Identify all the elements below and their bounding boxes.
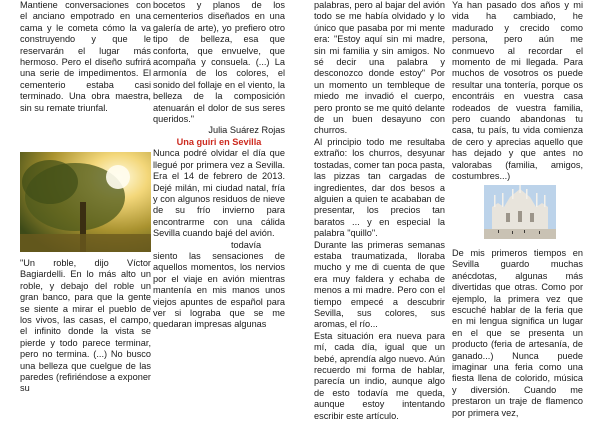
column-1 — [20, 0, 151, 114]
col4-paragraph-1: Ya han pasado dos años y mi vida ha cambiado, he madurado y crecido como persona, pero aún me conmuevo al recordar el momento de mi llegada. Para muchos de vosotros os puede resultar una tontería, porque os encontráis en vuestra casa rodeados de vuestra familia, pero cuando abandonas tu casa, tu país, tu vida comienza de cero y aprecias aquello que has dejado y que antes no valorabas (familia, amigos, costumbres...) — [452, 0, 583, 182]
col3-paragraph-1: palabras, pero al bajar del avión todo se me había olvidado y lo único que pasaba por mi mente era: "Estoy aquí sin mi madre, sin mi familia y sin amigos. No sé decir una palabra y desconozco donde estoy" Por un momento un tembleque de miedo me invadió el cuerpo, pero pronto se me quitó delante de un buen desayuno con churros. — [314, 0, 445, 136]
column-4-lower — [452, 248, 583, 419]
col3-paragraph-4: Esta situación era nueva para mí, cada día, igual que un bebé, aprendía algo nuevo. Aún recuerdo mi forma de hablar, parecía un indio, aunque algo de esto todavía me queda, aunque estoy intentando escribir este artículo. — [314, 330, 445, 421]
col3-paragraph-3: Durante las primeras semanas estaba traumatizada, lloraba mucho y me di cuenta de que era muy faldera y echaba de menos a mi madre. Pero con el tiempo empecé a descubrir Sevilla, sus colores, sus aromas, el río... — [314, 239, 445, 330]
col2-body: Nunca podré olvidar el día que llegué por primera vez a Sevilla. Era el 14 de febrero de 2013. Dejé milán, mi ciudad natal, fría y con algunos residuos de nieve de su frío invierno para encontrarme con una cálida Sevilla cuando bajé del avión. — [153, 148, 285, 239]
column-4 — [452, 0, 583, 183]
column-2 — [153, 0, 285, 331]
column-1-lower — [20, 258, 151, 395]
col2-body-2: todavía siento las sensaciones de aquellos momentos, los nervios por el viaje en avión mientras mantenía en mis manos unos viejos apuntes de español para ver si lograba que se me quedaran impresas algunas — [153, 239, 285, 330]
col3-paragraph-2: Al principio todo me resultaba extraño: los churros, desyunar tostadas, comer tan poca pasta, las pizzas tan cargadas de ingredientes, dar dos besos a alguien a quien te acababan de presentar, los precios tan baratos ... y en especial la palabra "quillo". — [314, 136, 445, 239]
sunlit-tree-photo — [20, 152, 151, 252]
column-3 — [314, 0, 445, 422]
article-heading: Una guiri en Sevilla — [176, 136, 262, 147]
col1-paragraph-top: Mantiene conversaciones con el anciano empotrado en una cama y le cometa cómo la va construyendo y que le reservarán el lugar más hermoso. Pero el diseño sufrirá una serie de impedimentos. El cementerio estaba casi terminado. Una obra maestra, sin su remate triunfal. — [20, 0, 151, 113]
cathedral-photo — [484, 185, 556, 239]
col4-paragraph-2: De mis primeros tiempos en Sevilla guardo muchas anécdotas, algunas más divertidas que otras. Como por ejemplo, la primera vez que escuché hablar de la feria que en mi lengua significa un lugar en el que se presenta un producto (feria de artesanía, de ganado...) Nunca puede imaginar una feria como una fiesta llena de colorido, música y diversión. Cuando me prestaron un traje de flamenco por primera vez, — [452, 248, 583, 418]
col1-paragraph-bottom: "Un roble, dijo Víctor Bagiardelli. En lo más alto un roble, y debajo del roble un gran banco, para que la gente se siente a mirar el pueblo de los vivos, las casas, el campo, el infinito donde la vista se pierde y todo parece terminar, pero no termina. (...) No busco una belleza que cuelgue de las paredes (refiriéndose a exponer su — [20, 258, 151, 394]
author-signature: Julia Suárez Rojas — [208, 125, 285, 136]
col2-quote: bocetos y planos de los cementerios diseñados en una galería de arte), yo prefiero otro tipo de belleza, esa que conforta, que envuelve, que acompaña y consuela. (...) La armonía de los colores, el sonido del follaje en el viento, la belleza de la composición atenuarán el dolor de sus seres queridos." — [153, 0, 285, 125]
